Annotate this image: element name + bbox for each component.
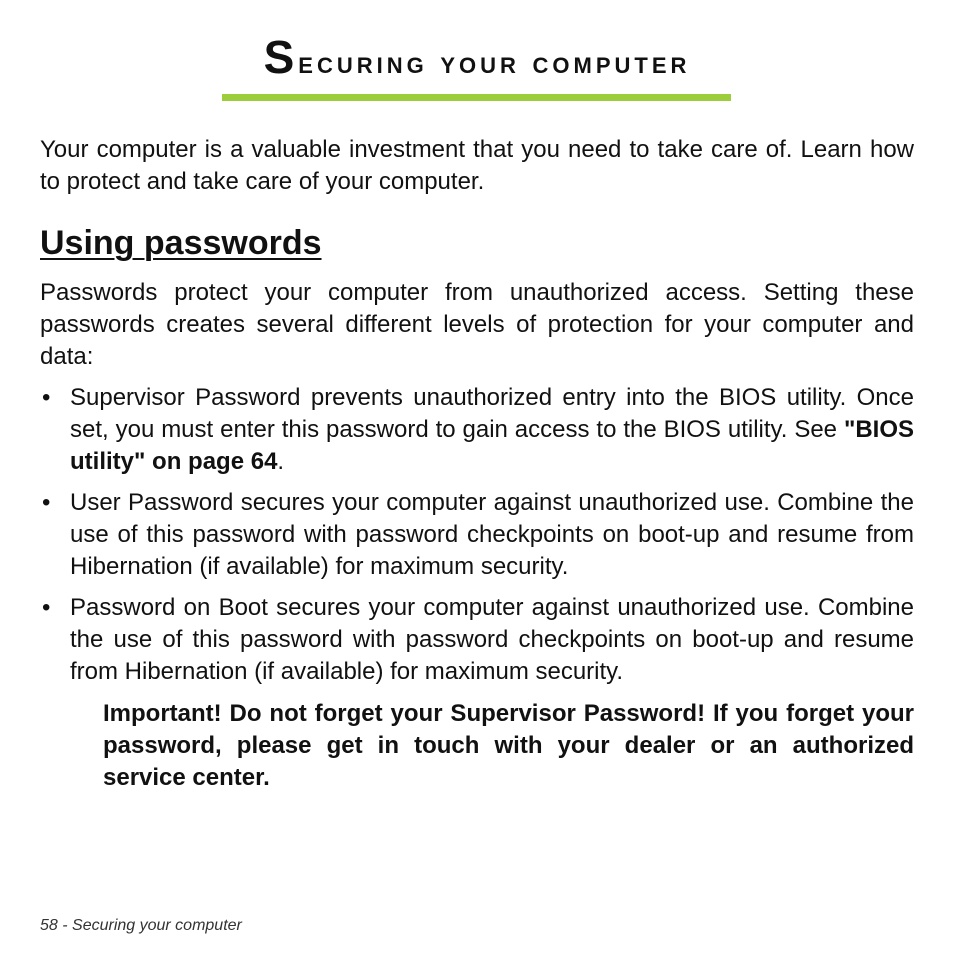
page-title-initial: S — [263, 31, 299, 83]
list-item-text: Supervisor Password prevents unauthorized entry into the BIOS utility. Once set, you must enter this password to gain access to the BIOS utility. See — [70, 384, 914, 443]
bullet-icon: • — [42, 384, 51, 411]
list-item-user-password — [40, 487, 914, 583]
list-item-text: User Password secures your computer against unauthorized use. Combine the use of this password with password checkpoints on boot-up and resume from Hibernation (if available) for maximum security. — [70, 489, 914, 580]
page-title — [0, 32, 954, 88]
bullet-icon: • — [42, 489, 51, 516]
section-heading-using-passwords: Using passwords — [40, 224, 322, 262]
title-underline-rule — [222, 94, 731, 101]
list-item-password-on-boot — [40, 592, 914, 688]
list-item-supervisor-password — [40, 382, 914, 478]
password-types-list — [40, 382, 914, 697]
list-item-text: Password on Boot secures your computer against unauthorized use. Combine the use of this password with password checkpoints on boot-up and resume from Hibernation (if available) for maximum security. — [70, 594, 914, 685]
important-note: Important! Do not forget your Supervisor Password! If you forget your password, please get in touch with your dealer or an authorized service center. — [103, 700, 914, 791]
bullet-icon: • — [42, 594, 51, 621]
list-item-text-end: . — [277, 448, 285, 475]
intro-paragraph: Your computer is a valuable investment that you need to take care of. Learn how to protect and take care of your computer. — [40, 136, 914, 195]
bios-utility-link[interactable]: "BIOS utility" on page 64 — [70, 416, 914, 475]
page-title-rest: ecuring your computer — [298, 45, 691, 80]
section-intro-paragraph: Passwords protect your computer from unauthorized access. Setting these passwords creates several different levels of protection for your computer and data: — [40, 279, 914, 370]
page-footer: 58 - Securing your computer — [40, 917, 242, 934]
